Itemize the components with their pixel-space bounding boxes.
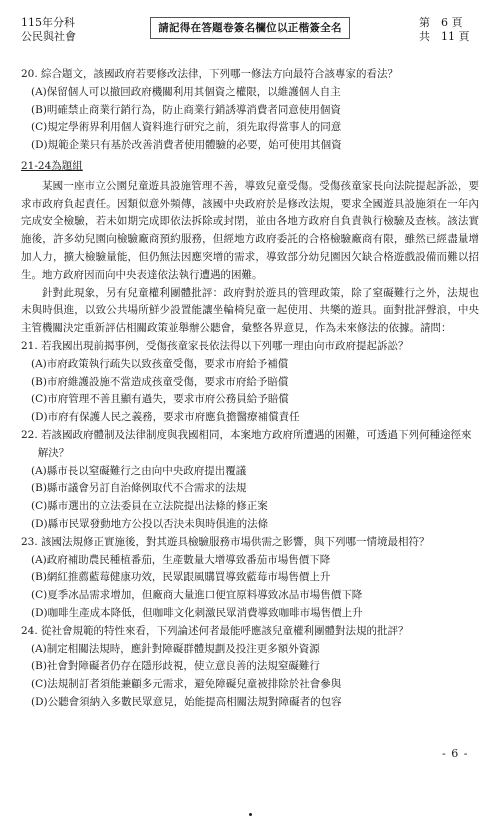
question-stem: 21. 若我國出現前揭事例，受傷孩童家長依法得以下列哪一理由向市政府提起訴訟？ [21,339,409,352]
question-22 [21,427,479,534]
option-c: (C)規定學術界利用個人資料進行研究之前，須先取得當事人的同意 [31,121,342,134]
question-stem: 20. 綜合題文，該國政府若要修改法律，下列哪一修法方向最符合該專家的看法？ [21,68,399,80]
option-b: (B)明確禁止商業行銷行為，防止商業行銷誘導消費者同意使用個資 [31,103,341,116]
option-c: (C)夏季冰品需求增加，但廠商大量進口便宜原料導致冰品市場售價下降 [31,589,363,602]
option-a: (A)政府補助農民種植番茄，生產數量大增導致番茄市場售價下降 [31,553,331,566]
option-d: (D)公聽會須納入多數民眾意見，始能提高相關法規對障礙者的包容 [31,695,342,708]
option-c: (C)法規制訂者須能兼顧多元需求，避免障礙兒童被排除於社會參與 [31,678,342,691]
question-23 [21,534,479,623]
header-subject-block [21,16,76,44]
option-a: (A)市府政策執行疏失以致孩童受傷，要求市府給予補償 [31,357,289,370]
option-a: (A)制定相關法規時，應針對障礙群體規劃及投注更多額外資源 [31,642,320,655]
group-title: 21-24為題組 [21,159,83,172]
option-a: (A)縣市長以窒礙難行之由向中央政府提出覆議 [31,464,247,477]
option-b: (B)縣市議會另訂自治條例取代不合需求的法規 [31,482,247,495]
question-stem: 24. 從社會規範的特性來看，下列論述何者最能呼應該兒童權利團體對法規的批評？ [21,624,409,637]
option-d: (D)規範企業只有基於改善消費者使用體驗的必要，始可使用其個資 [31,139,342,152]
question-stem: 22. 若該國政府體制及法律制度與我國相同，本案地方政府所遭遇的困難，可透過下列何種途徑來解決？ [21,428,472,459]
group-passage-2: 針對此現象，另有兒童權利團體批評：政府對於遊具的管理政策，除了窒礙難行之外，法規也未與時俱進，以致公共場所鮮少設置能讓坐輪椅兒童一起使用、共樂的遊具。面對批評聲浪，中央主管機關決定重新評估相關政策並舉辦公聽會，彙整各界意見，作為未來修法的依據。請問： [21,286,479,335]
footer-page-number: - 6 - [442,747,469,760]
question-24 [21,623,479,712]
exam-content [21,66,479,712]
page-total: 共 11 頁 [419,30,470,43]
exam-subject: 公民與社會 [21,30,76,43]
exam-year-subject: 115年分科 [21,16,75,29]
option-c: (C)市府管理不善且顯有過失，要求市府公務員給予賠償 [31,393,289,406]
page-dot-mark [249,813,252,816]
group-passage-1: 某國一座市立公園兒童遊具設施管理不善，導致兒童受傷。受傷孩童家長向法院提起訴訟，要求市政府負起責任。因類似意外頻傳，該國中央政府於是修改法規，要求全國遊具設施須在一年內完成安全檢驗，若未如期完成即依法拆除或封閉，並由各地方政府自負責執行檢驗及查核。該法實施後，許多幼兒園向檢驗廠商預約服務，但經地方政府委託的合格檢驗廠商有限，雖然已經盡量增加人力，擴大檢驗量能，但仍無法因應突增的需求，導致部分幼兒園因欠缺合格遊戲設備而難以招生。地方政府因而向中央表達依法執行遭遇的困難。 [21,179,479,281]
question-stem: 23. 該國法規修正實施後，對其遊具檢驗服務市場供需之影響，與下列哪一情境最相符？ [21,535,430,548]
page-info-block [419,16,470,44]
option-d: (D)縣市民眾發動地方公投以否決未與時俱進的法條 [31,517,269,530]
question-21 [21,338,479,427]
page-current: 第 6 頁 [419,16,463,29]
option-b: (B)社會對障礙者仍存在隱形歧視，使立意良善的法規窒礙難行 [31,660,320,673]
option-b: (B)市府維護設施不當造成孩童受傷，要求市府給予賠償 [31,375,289,388]
option-a: (A)保留個人可以撤回政府機關利用其個資之權限，以維護個人自主 [31,85,341,98]
option-b: (B)網紅推薦藍莓健康功效，民眾跟風購買導致藍莓市場售價上升 [31,571,331,584]
question-20 [21,66,479,155]
option-d: (D)咖啡生產成本降低，但咖啡文化刺激民眾消費導致咖啡市場售價上升 [31,606,363,619]
signature-notice-box: 請記得在答題卷簽名欄位以正楷簽全名 [150,17,350,39]
option-c: (C)縣市選出的立法委員在立法院提出法條的修正案 [31,500,268,513]
option-d: (D)市府有保護人民之義務，要求市府應負擔醫療補償責任 [31,411,300,424]
